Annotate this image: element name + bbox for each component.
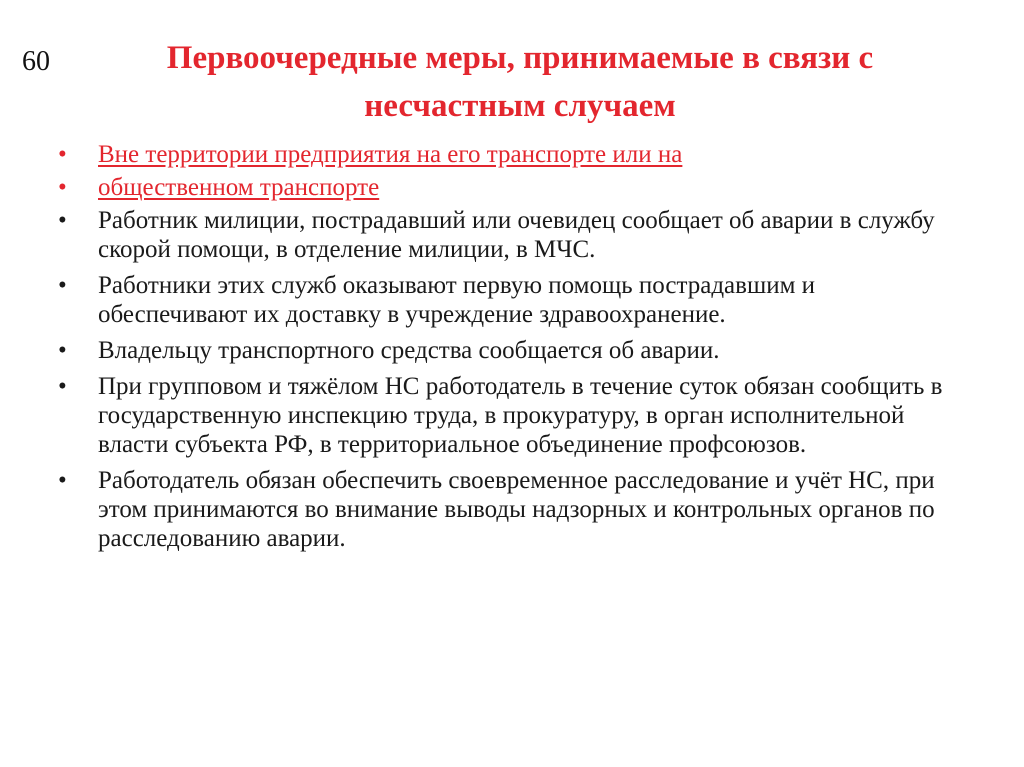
bullet-marker: • <box>58 207 67 234</box>
bullet-marker: • <box>58 174 67 201</box>
bullet-text: Работник милиции, пострадавший или очевидец сообщает об аварии в службу скорой помощи, в отделение милиции, в МЧС. <box>98 207 935 263</box>
bullet-item <box>58 372 968 459</box>
bullet-item <box>58 271 968 329</box>
bullet-item <box>58 336 968 365</box>
bullet-text: общественном транспорте <box>98 174 380 201</box>
bullet-marker: • <box>58 272 67 299</box>
bullet-item <box>58 206 968 264</box>
bullet-text: При групповом и тяжёлом НС работодатель в течение суток обязан сообщить в государственную инспекцию труда, в прокуратуру, в орган исполнительной власти субъекта РФ, в территориальное объединение профсоюзов. <box>98 373 943 458</box>
bullet-marker: • <box>58 337 67 364</box>
slide-title <box>60 34 980 130</box>
bullet-list <box>58 140 968 560</box>
bullet-item <box>58 140 968 169</box>
bullet-text: Вне территории предприятия на его транспорте или на <box>98 141 683 168</box>
slide-title-line-1: Первоочередные меры, принимаемые в связи с <box>166 40 874 76</box>
bullet-text: Работодатель обязан обеспечить своевременное расследование и учёт НС, при этом принимаются во внимание выводы надзорных и контрольных органов по расследованию аварии. <box>98 467 935 552</box>
bullet-text: Работники этих служб оказывают первую помощь пострадавшим и обеспечивают их доставку в учреждение здравоохранение. <box>98 272 816 328</box>
bullet-text: Владельцу транспортного средства сообщается об аварии. <box>98 337 720 364</box>
bullet-marker: • <box>58 467 67 494</box>
bullet-item <box>58 466 968 553</box>
slide-title-line-2: несчастным случаем <box>364 88 676 124</box>
slide-number: 60 <box>22 46 50 77</box>
bullet-marker: • <box>58 141 67 168</box>
bullet-item <box>58 173 968 202</box>
bullet-marker: • <box>58 373 67 400</box>
